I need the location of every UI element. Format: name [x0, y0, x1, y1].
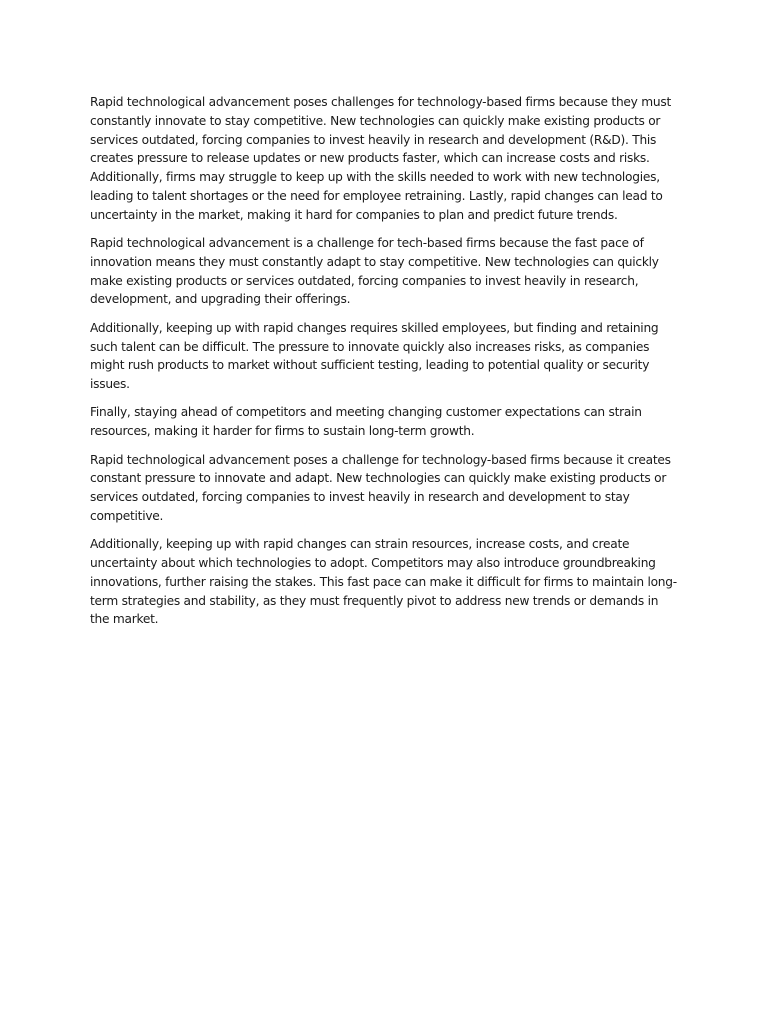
paragraph-2: Rapid technological advancement is a challenge for tech-based firms because the fast pace of innovation means they must constantly adapt to stay competitive. New technologies can quickly make existing products or services outdated, forcing companies to invest heavily in research, development, and upgrading their offerings.	[90, 236, 659, 307]
document-body	[90, 93, 680, 639]
paragraph-1: Rapid technological advancement poses challenges for technology-based firms because they must constantly innovate to stay competitive. New technologies can quickly make existing products or services outdated, forcing companies to invest heavily in research and development (R&D). This creates pressure to release updates or new products faster, which can increase costs and risks. Additionally, firms may struggle to keep up with the skills needed to work with new technologies, leading to talent shortages or the need for employee retraining. Lastly, rapid changes can lead to uncertainty in the market, making it hard for companies to plan and predict future trends.	[90, 95, 671, 222]
paragraph-5: Rapid technological advancement poses a challenge for technology-based firms because it creates constant pressure to innovate and adapt. New technologies can quickly make existing products or services outdated, forcing companies to invest heavily in research and development to stay competitive.	[90, 452, 671, 523]
paragraph-3: Additionally, keeping up with rapid changes requires skilled employees, but finding and retaining such talent can be difficult. The pressure to innovate quickly also increases risks, as companies might rush products to market without sufficient testing, leading to potential quality or security issues.	[90, 320, 659, 392]
paragraph-6: Additionally, keeping up with rapid changes can strain resources, increase costs, and create uncertainty about which technologies to adopt. Competitors may also introduce groundbreaking innovations, further raising the stakes. This fast pace can make it difficult for firms to maintain long-term strategies and stability, as they must frequently pivot to address new trends or demands in the market.	[90, 537, 677, 627]
paragraph-4: Finally, staying ahead of competitors and meeting changing customer expectations can strain resources, making it harder for firms to sustain long-term growth.	[90, 405, 642, 439]
